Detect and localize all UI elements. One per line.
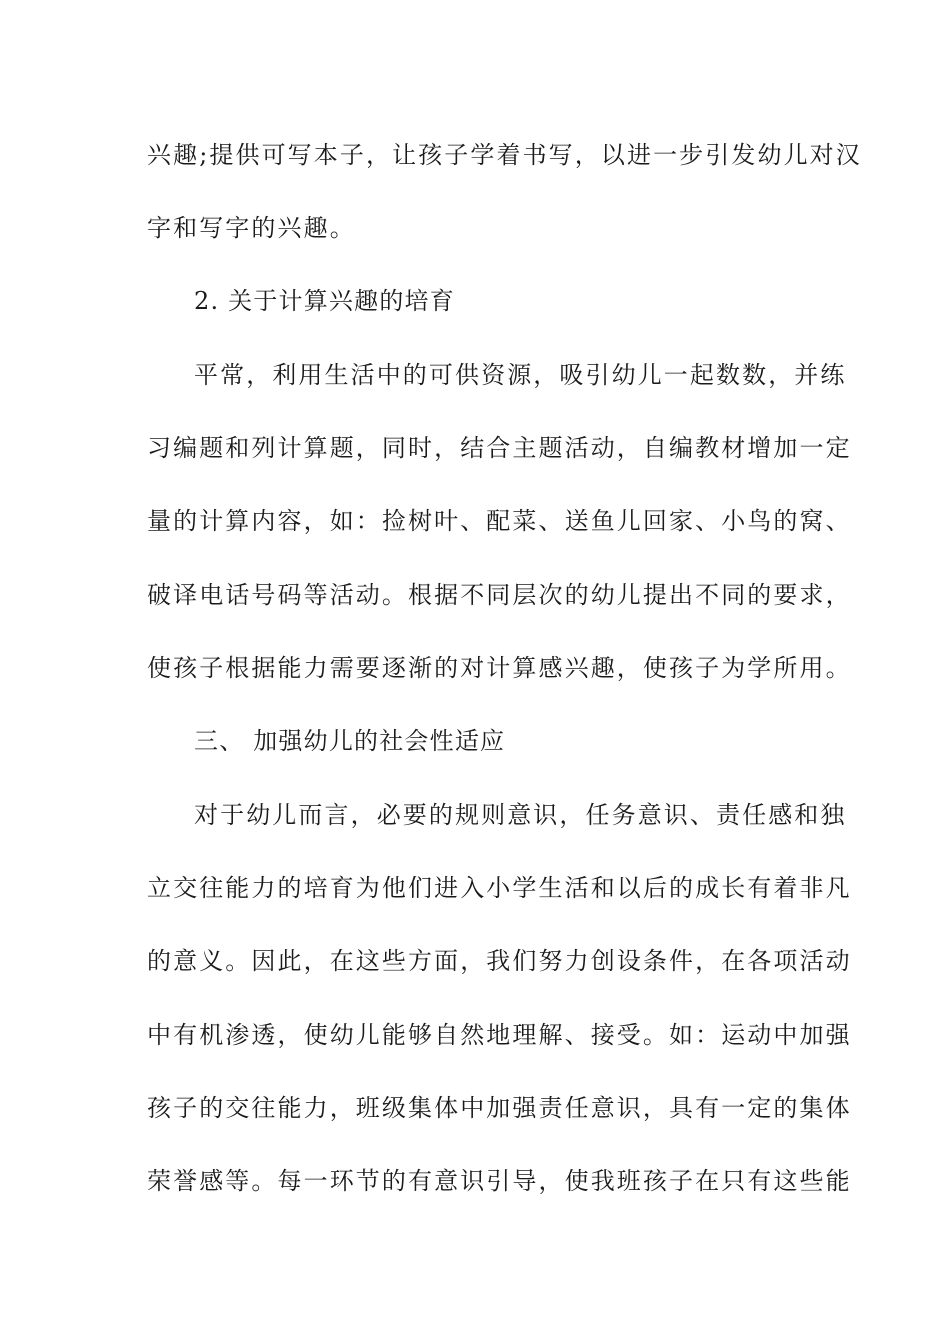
text-line: 使孩子根据能力需要逐渐的对计算感兴趣，使孩子为学所用。 bbox=[147, 654, 852, 682]
text-line: 荣誉感等。每一环节的有意识引导，使我班孩子在只有这些能 bbox=[147, 1167, 852, 1195]
text-line: 平常，利用生活中的可供资源，吸引幼儿一起数数，并练 bbox=[194, 361, 847, 389]
text-line: 对于幼儿而言，必要的规则意识，任务意识、责任感和独 bbox=[194, 801, 847, 829]
section-heading: 2. 关于计算兴趣的培育 bbox=[194, 287, 455, 315]
text-line: 立交往能力的培育为他们进入小学生活和以后的成长有着非凡 bbox=[147, 874, 852, 902]
text-line: 字和写字的兴趣。 bbox=[147, 214, 356, 242]
text-line: 量的计算内容，如：捡树叶、配菜、送鱼儿回家、小鸟的窝、 bbox=[147, 507, 852, 535]
text-line: 中有机渗透，使幼儿能够自然地理解、接受。如：运动中加强 bbox=[147, 1021, 852, 1049]
text-line: 的意义。因此，在这些方面，我们努力创设条件，在各项活动 bbox=[147, 947, 852, 975]
text-line: 孩子的交往能力，班级集体中加强责任意识，具有一定的集体 bbox=[147, 1094, 852, 1122]
text-line: 破译电话号码等活动。根据不同层次的幼儿提出不同的要求， bbox=[147, 581, 852, 609]
text-line: 兴趣;提供可写本子，让孩子学着书写，以进一步引发幼儿对汉 bbox=[147, 141, 862, 169]
text-line: 习编题和列计算题，同时，结合主题活动，自编教材增加一定 bbox=[147, 434, 852, 462]
section-heading: 三、 加强幼儿的社会性适应 bbox=[194, 727, 506, 755]
